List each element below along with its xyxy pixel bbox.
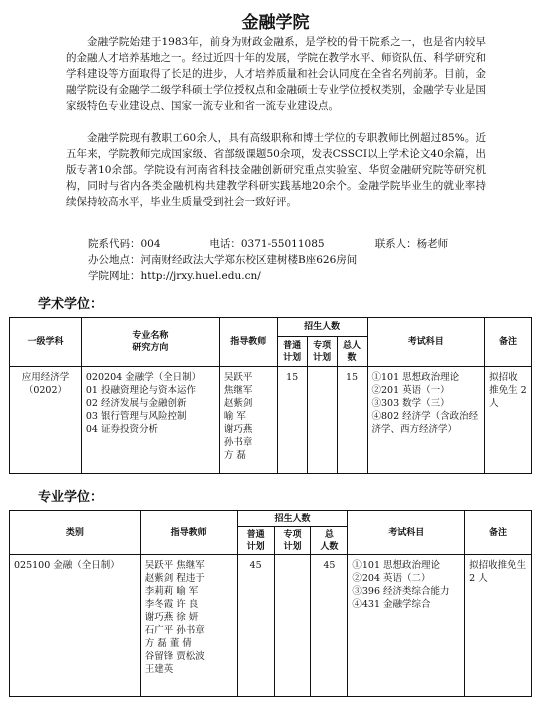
notes-cell: 拟招收推免生 2 人 bbox=[465, 555, 532, 697]
header-exams: 考试科目 bbox=[367, 318, 485, 367]
table-row bbox=[10, 367, 532, 474]
advisors-cell: 吴跃平 焦继军 赵紫剑 喻 军 谢巧燕 孙书章 方 磊 bbox=[219, 367, 277, 474]
header-regular: 普通 计划 bbox=[277, 337, 307, 367]
department-website[interactable]: 学院网址：http://jrxy.huel.edu.cn/ bbox=[88, 270, 261, 282]
contact-line-1 bbox=[88, 236, 448, 252]
header-special: 专项 计划 bbox=[274, 527, 311, 555]
header-advisors: 指导教师 bbox=[219, 318, 277, 367]
page-title: 金融学院 bbox=[241, 13, 310, 33]
discipline-cell: 应用经济学 （0202） bbox=[10, 367, 82, 474]
header-exams: 考试科目 bbox=[348, 511, 465, 555]
intro-paragraph-1: 金融学院始建于1983年，前身为财政金融系，是学校的骨干院系之一，也是省内较早的金融人才培养基地之一。经过近四十年的发展，学院在教学水平、师资队伍、科学研究和学科建设等方面取得了长足的进步，人才培养质量和社会认同度在全省名列前茅。目前，金融学院设有金融学二级学科硕士学位授权点和金融硕士专业学位授权类别，金融学专业是国家级特色专业建设点、国家一流专业和省一流专业建设点。 bbox=[66, 36, 486, 112]
academic-degree-table bbox=[9, 317, 532, 474]
academic-degree-heading: 学术学位： bbox=[38, 297, 104, 312]
professional-degree-heading: 专业学位： bbox=[38, 490, 104, 505]
office-address: 办公地点：河南财经政法大学郑东校区建树楼B座626房间 bbox=[88, 254, 358, 266]
advisors-cell: 吴跃平 焦继军 赵紫剑 程违于 李莉莉 喻 军 李冬霞 许 良 谢巧燕 徐 妍 石广平 孙书章 方 磊 董 倩 谷留锋 贾松波 王建英 bbox=[140, 555, 237, 697]
intro-paragraph-2: 金融学院现有教职工60余人，具有高级职称和博士学位的专职教师比例超过85%。近五年来，学院教师完成国家级、省部级课题50余项，发表CSSCI以上学术论文40余篇，出版专著10余部。学院设有河南省科技金融创新研究重点实验室、华贸金融研究院等研究机构，同时与省内各类金融机构共建教学科研实践基地20余个。金融学院毕业生的就业率持续保持较高水平，毕业生质量受到社会一致好评。 bbox=[66, 132, 486, 208]
department-code: 院系代码：004 bbox=[88, 238, 161, 250]
notes-cell: 拟招收推免生 2 人 bbox=[485, 367, 532, 474]
phone-number: 电话：0371-55011085 bbox=[209, 238, 325, 250]
header-total: 总 人数 bbox=[311, 527, 348, 555]
regular-plan-cell: 45 bbox=[237, 555, 274, 697]
header-category: 类别 bbox=[10, 511, 141, 555]
header-enroll: 招生人数 bbox=[237, 511, 348, 527]
special-plan-cell bbox=[274, 555, 311, 697]
header-enroll: 招生人数 bbox=[277, 318, 367, 337]
header-notes: 备注 bbox=[465, 511, 532, 555]
header-regular: 普通 计划 bbox=[237, 527, 274, 555]
category-cell: 025100 金融（全日制） bbox=[10, 555, 141, 697]
exams-cell: ①101 思想政治理论 ②201 英语（一） ③303 数学（三） ④802 经济学（含政治经济学、西方经济学） bbox=[367, 367, 485, 474]
exams-cell: ①101 思想政治理论 ②204 英语（二） ③396 经济类综合能力 ④431 金融学综合 bbox=[348, 555, 465, 697]
table-row bbox=[10, 555, 532, 697]
header-major: 专业名称 研究方向 bbox=[81, 318, 219, 367]
header-advisors: 指导教师 bbox=[140, 511, 237, 555]
regular-plan-cell: 15 bbox=[277, 367, 307, 474]
total-cell: 45 bbox=[311, 555, 348, 697]
header-notes: 备注 bbox=[485, 318, 532, 367]
contact-person: 联系人：杨老师 bbox=[374, 238, 449, 250]
total-cell: 15 bbox=[337, 367, 367, 474]
professional-degree-table bbox=[9, 510, 532, 697]
header-special: 专项 计划 bbox=[307, 337, 337, 367]
header-discipline: 一级学科 bbox=[10, 318, 82, 367]
header-total: 总人 数 bbox=[337, 337, 367, 367]
special-plan-cell bbox=[307, 367, 337, 474]
major-cell: 020204 金融学（全日制） 01 投融资理论与资本运作 02 经济发展与金融创新 03 银行管理与风险控制 04 证券投资分析 bbox=[81, 367, 219, 474]
